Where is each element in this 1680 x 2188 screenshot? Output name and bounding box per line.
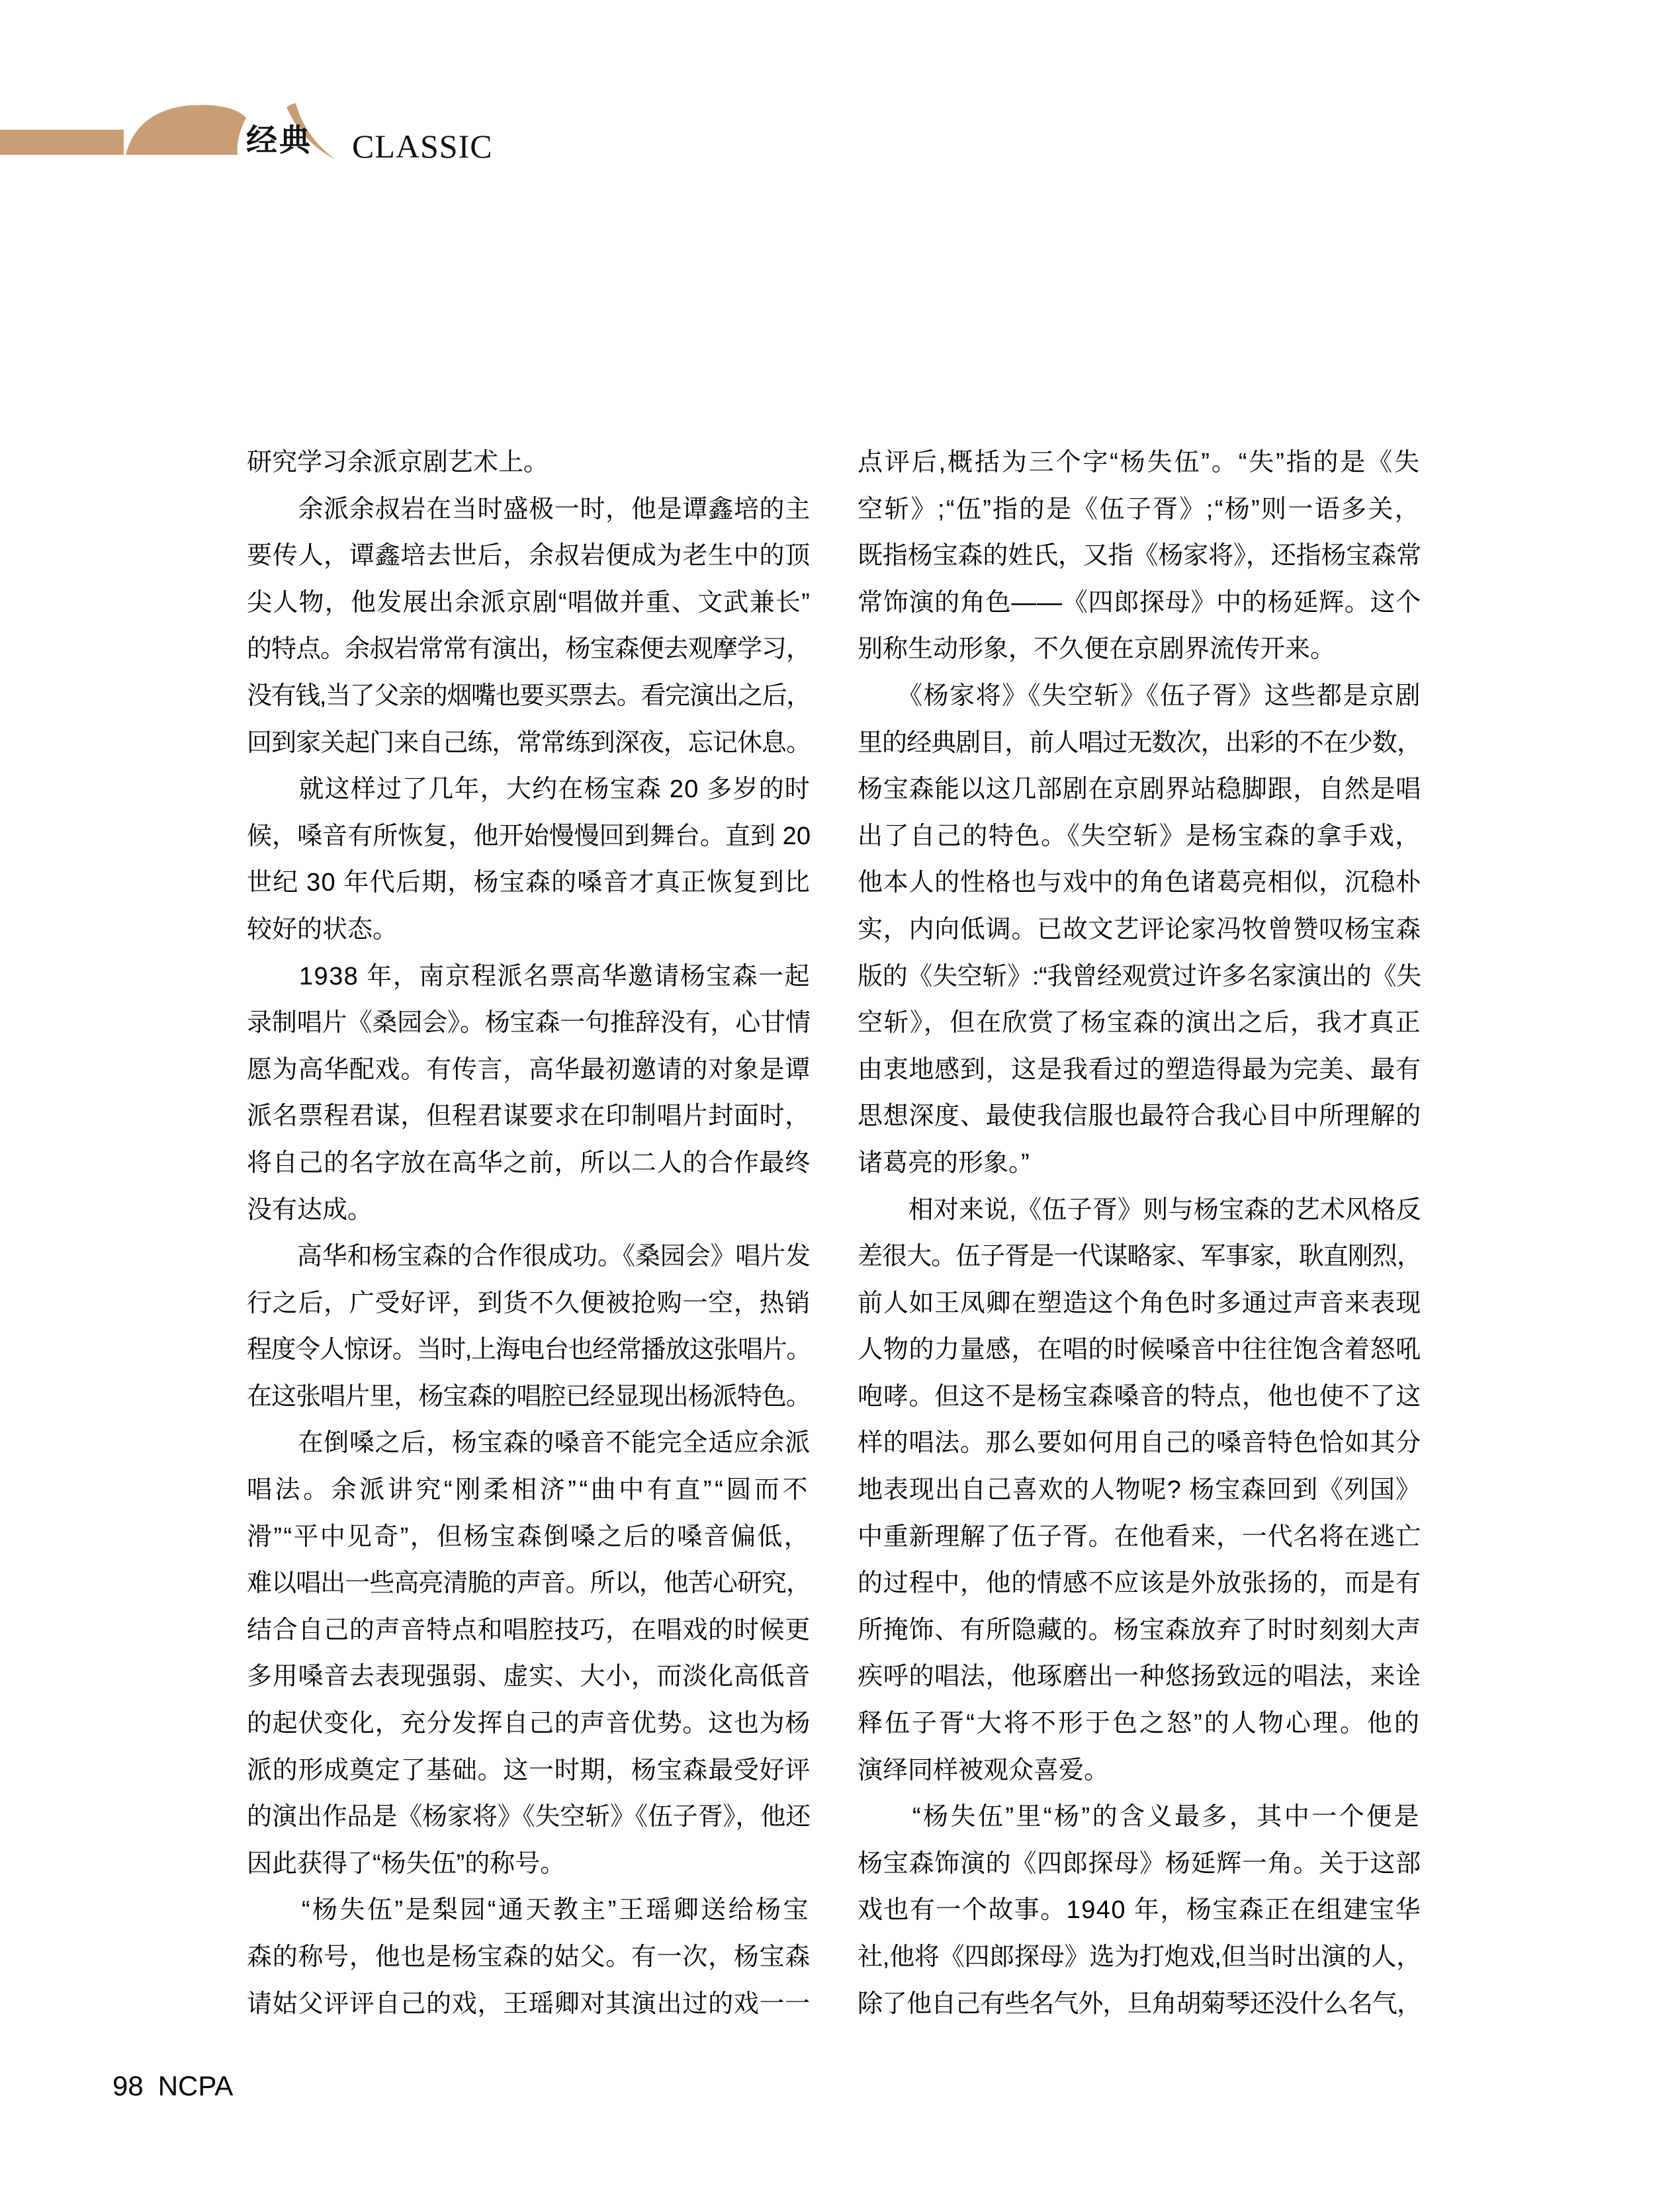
text-line: 出了自己的特色。《失空斩》是杨宝森的拿手戏， (858, 822, 1421, 850)
text-line: 世纪 30 年代后期，杨宝森的嗓音才真正恢复到比 (247, 869, 811, 897)
section-title-en: CLASSIC (352, 128, 493, 165)
text-line: 1938 年，南京程派名票高华邀请杨宝森一起 (247, 962, 811, 990)
banner-swoosh-icon (126, 105, 246, 155)
text-line: 要传人，谭鑫培去世后，余叔岩便成为老生中的顶 (247, 542, 811, 570)
magazine-name: NCPA (157, 2070, 234, 2101)
text-line: 思想深度、最使我信服也最符合我心目中所理解的 (858, 1102, 1421, 1131)
section-title-zh: 经典 (246, 122, 312, 157)
text-line: 疾呼的唱法，他琢磨出一种悠扬致远的唱法，来诠 (858, 1663, 1421, 1691)
text-line: 回到家关起门来自己练，常常练到深夜，忘记休息。 (247, 728, 811, 757)
column-left (247, 439, 811, 2027)
text-line: 释伍子胥“大将不形于色之怒”的人物心理。他的 (858, 1710, 1421, 1738)
text-line: 里的经典剧目，前人唱过无数次，出彩的不在少数， (858, 728, 1421, 757)
text-line: 杨宝森能以这几部剧在京剧界站稳脚跟，自然是唱 (858, 775, 1421, 804)
text-line: 《杨家将》《失空斩》《伍子胥》这些都是京剧 (858, 681, 1421, 710)
text-line: 请姑父评评自己的戏，王瑶卿对其演出过的戏一一 (247, 1990, 811, 2018)
text-line: 演绎同样被观众喜爱。 (858, 1756, 1110, 1784)
text-line: 就这样过了几年，大约在杨宝森 20 多岁的时 (247, 775, 811, 804)
text-line: 既指杨宝森的姓氏，又指《杨家将》，还指杨宝森常 (858, 542, 1421, 570)
text-line: 没有达成。 (247, 1196, 373, 1224)
text-line: 相对来说,《伍子胥》则与杨宝森的艺术风格反 (858, 1196, 1421, 1224)
text-line: 咆哮。但这不是杨宝森嗓音的特点，他也使不了这 (858, 1382, 1421, 1411)
page-footer (112, 2072, 233, 2100)
text-line: 的特点。余叔岩常常有演出，杨宝森便去观摩学习， (247, 635, 811, 664)
text-line: 没有钱,当了父亲的烟嘴也要买票去。看完演出之后， (247, 681, 811, 710)
text-line: 滑”“平中见奇”，但杨宝森倒嗓之后的嗓音偏低， (247, 1522, 811, 1551)
text-line: 行之后，广受好评，到货不久便被抢购一空，热销 (247, 1289, 811, 1317)
text-line: 诸葛亮的形象。” (858, 1149, 1030, 1177)
text-line: 的起伏变化，充分发挥自己的声音优势。这也为杨 (247, 1710, 811, 1738)
text-line: “杨失伍”里“杨”的含义最多，其中一个便是 (858, 1803, 1421, 1831)
text-line: 所掩饰、有所隐藏的。杨宝森放弃了时时刻刻大声 (858, 1616, 1421, 1644)
text-line: 别称生动形象，不久便在京剧界流传开来。 (858, 635, 1336, 664)
text-line: 空斩》，但在欣赏了杨宝森的演出之后，我才真正 (858, 1009, 1421, 1037)
text-line: 候，嗓音有所恢复，他开始慢慢回到舞台。直到 20 (247, 822, 811, 850)
text-line: 常饰演的角色——《四郎探母》中的杨延辉。这个 (858, 588, 1421, 617)
text-line: 人物的力量感，在唱的时候嗓音中往往饱含着怒吼 (858, 1336, 1421, 1364)
text-line: 点评后,概括为三个字“杨失伍”。“失”指的是《失 (858, 449, 1421, 476)
text-line: 戏也有一个故事。1940 年，杨宝森正在组建宝华 (858, 1896, 1421, 1925)
text-line: 前人如王凤卿在塑造这个角色时多通过声音来表现 (858, 1289, 1421, 1317)
text-line: 唱法。余派讲究“刚柔相济”“曲中有直”“圆而不 (247, 1476, 811, 1505)
text-line: 的过程中，他的情感不应该是外放张扬的，而是有 (858, 1569, 1421, 1598)
text-line: 由衷地感到，这是我看过的塑造得最为完美、最有 (858, 1055, 1421, 1084)
text-line: 在这张唱片里，杨宝森的唱腔已经显现出杨派特色。 (247, 1382, 811, 1411)
text-line: 森的称号，他也是杨宝森的姑父。有一次，杨宝森 (247, 1943, 811, 1971)
text-line: 高华和杨宝森的合作很成功。《桑园会》唱片发 (247, 1243, 811, 1271)
text-line: 地表现出自己喜欢的人物呢? 杨宝森回到《列国》 (858, 1476, 1421, 1505)
text-line: 因此获得了“杨失伍”的称号。 (247, 1849, 566, 1878)
text-line: 余派余叔岩在当时盛极一时，他是谭鑫培的主 (247, 495, 811, 523)
text-line: 在倒嗓之后，杨宝森的嗓音不能完全适应余派 (247, 1429, 811, 1458)
text-line: 中重新理解了伍子胥。在他看来，一代名将在逃亡 (858, 1522, 1421, 1551)
text-line: 实，内向低调。已故文艺评论家冯牧曾赞叹杨宝森 (858, 915, 1421, 943)
text-line: 派的形成奠定了基础。这一时期，杨宝森最受好评 (247, 1756, 811, 1784)
text-line: 多用嗓音去表现强弱、虚实、大小，而淡化高低音 (247, 1663, 811, 1691)
text-line: 除了他自己有些名气外，旦角胡菊琴还没什么名气， (858, 1990, 1421, 2018)
text-line: 将自己的名字放在高华之前，所以二人的合作最终 (247, 1149, 811, 1177)
page-number: 98 (112, 2070, 144, 2101)
text-line: 的演出作品是《杨家将》《失空斩》《伍子胥》，他还 (247, 1803, 811, 1831)
text-line: 杨宝森饰演的《四郎探母》杨延辉一角。关于这部 (858, 1849, 1421, 1878)
text-line: “杨失伍”是梨园“通天教主”王瑶卿送给杨宝 (247, 1896, 811, 1925)
column-right (858, 439, 1421, 2027)
text-line: 愿为高华配戏。有传言，高华最初邀请的对象是谭 (247, 1055, 811, 1084)
text-line: 较好的状态。 (247, 915, 398, 943)
text-line: 尖人物，他发展出余派京剧“唱做并重、文武兼长” (247, 588, 811, 617)
text-line: 空斩》;“伍”指的是《伍子胥》;“杨”则一语多关， (858, 495, 1421, 523)
text-line: 结合自己的声音特点和唱腔技巧，在唱戏的时候更 (247, 1616, 811, 1644)
text-line: 差很大。伍子胥是一代谋略家、军事家，耿直刚烈， (858, 1243, 1421, 1271)
text-line: 程度令人惊讶。当时,上海电台也经常播放这张唱片。 (247, 1336, 811, 1364)
text-line: 社,他将《四郎探母》选为打炮戏,但当时出演的人， (858, 1943, 1421, 1971)
banner-bar-shape (0, 130, 124, 155)
text-line: 研究学习余派京剧艺术上。 (247, 449, 549, 476)
text-line: 录制唱片《桑园会》。杨宝森一句推辞没有，心甘情 (247, 1009, 811, 1037)
text-line: 难以唱出一些高亮清脆的声音。所以，他苦心研究， (247, 1569, 811, 1598)
text-line: 样的唱法。那么要如何用自己的嗓音特色恰如其分 (858, 1429, 1421, 1458)
text-line: 他本人的性格也与戏中的角色诸葛亮相似，沉稳朴 (858, 869, 1421, 897)
text-line: 派名票程君谋，但程君谋要求在印制唱片封面时， (247, 1102, 811, 1131)
section-banner-icon (0, 0, 529, 198)
text-line: 版的《失空斩》:“我曾经观赏过许多名家演出的《失 (858, 962, 1421, 990)
